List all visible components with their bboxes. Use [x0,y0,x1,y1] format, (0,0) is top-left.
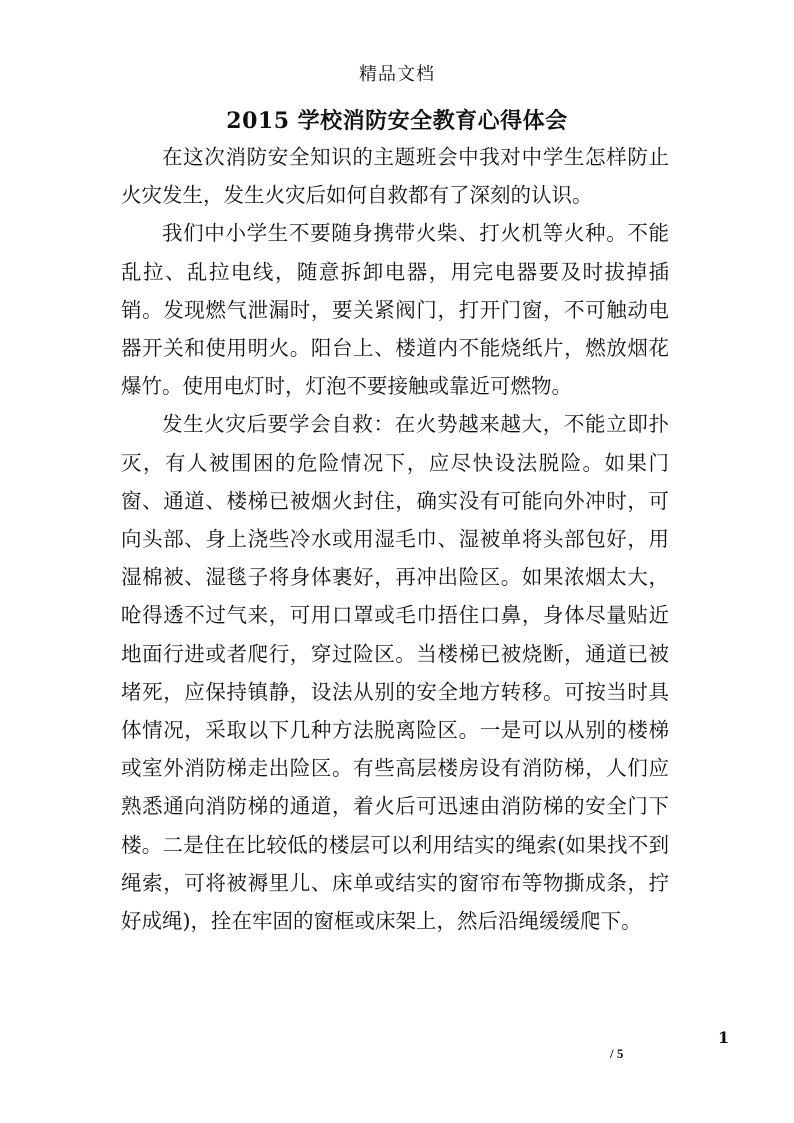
page-count: / 5 [610,1046,624,1061]
document-body [121,138,669,940]
page-number: 1 [718,1028,730,1047]
paragraph-2: 我们中小学生不要随身携带火柴、打火机等火种。不能乱拉、乱拉电线，随意拆卸电器，用完电器要及时拔掉插销。发现燃气泄漏时，要关紧阀门，打开门窗，不可触动电器开关和使用明火。阳台上、楼道内不能烧纸片，燃放烟花爆竹。使用电灯时，灯泡不要接触或靠近可燃物。 [121,221,669,399]
paragraph-1: 在这次消防安全知识的主题班会中我对中学生怎样防止火灾发生，发生火灾后如何自救都有了深刻的认识。 [121,145,669,208]
header-label: 精品文档 [359,64,435,85]
document-title: 2015 学校消防安全教育心得体会 [226,108,568,134]
paragraph-3: 发生火灾后要学会自救：在火势越来越大，不能立即扑灭，有人被围困的危险情况下，应尽快设法脱险。如果门窗、通道、楼梯已被烟火封住，确实没有可能向外冲时，可向头部、身上浇些冷水或用湿毛巾、湿被单将头部包好，用湿棉被、湿毯子将身体裹好，再冲出险区。如果浓烟太大，呛得透不过气来，可用口罩或毛巾捂住口鼻，身体尽量贴近地面行进或者爬行，穿过险区。当楼梯已被烧断，通道已被堵死，应保持镇静，设法从别的安全地方转移。可按当时具体情况，采取以下几种方法脱离险区。一是可以从别的楼梯或室外消防梯走出险区。有些高层楼房设有消防梯，人们应熟悉通向消防梯的通道，着火后可迅速由消防梯的安全门下楼。二是住在比较低的楼层可以利用结实的绳索(如果找不到绳索，可将被褥里儿、床单或结实的窗帘布等物撕成条，拧好成绳)，拴在牢固的窗框或床架上，然后沿绳缓缓爬下。 [121,412,669,934]
